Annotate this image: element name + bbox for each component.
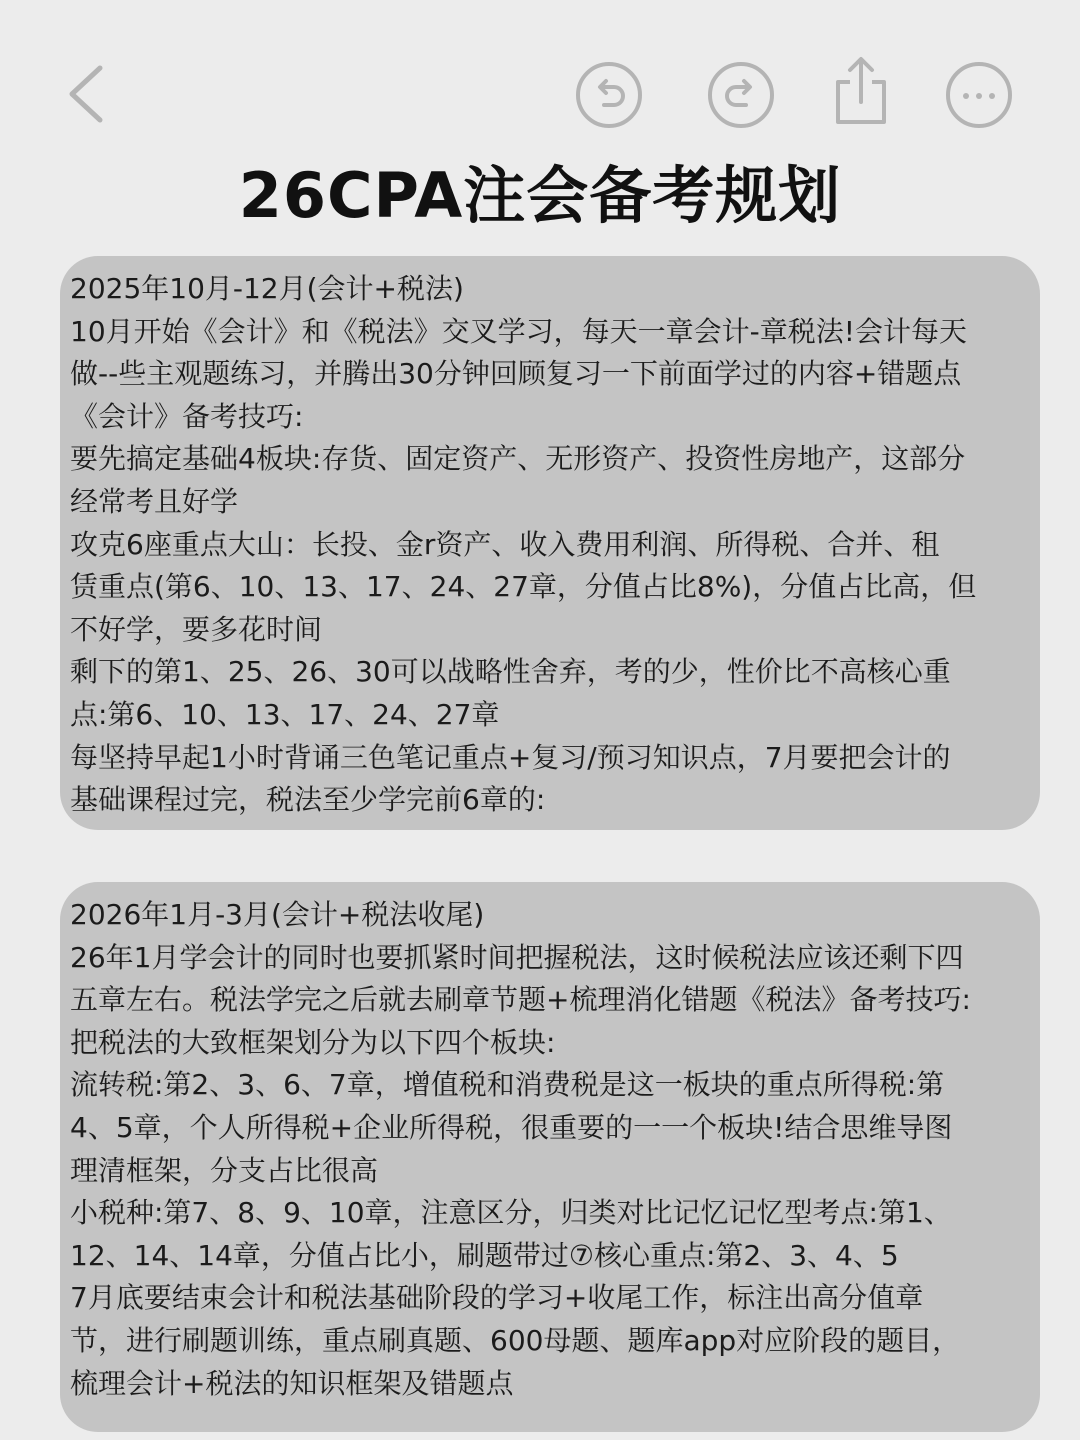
- card-text-line: 做--些主观题练习，并腾出30分钟回顾复习一下前面学过的内容+错题点: [70, 357, 962, 391]
- top-toolbar: [0, 0, 1080, 150]
- card-text-line: 剩下的第1、25、26、30可以战略性舍弃，考的少，性价比不高核心重: [70, 655, 951, 689]
- card-text-line: 经常考且好学: [70, 484, 239, 518]
- card-text-line: 10月开始《会计》和《税法》交叉学习，每天一章会计-章税法!会计每天: [70, 314, 967, 348]
- card-heading: 2025年10月-12月(会计+税法): [70, 272, 464, 305]
- plan-card-2026: [60, 882, 1040, 1432]
- card-text-line: 7月底要结束会计和税法基础阶段的学习+收尾工作，标注出高分值章: [70, 1281, 924, 1315]
- chevron-left-icon: [60, 60, 116, 128]
- card-text-line: 把税法的大致框架划分为以下四个板块:: [70, 1025, 556, 1059]
- card-text-line: 12、14、14章，分值占比小，刷题带过⑦核心重点:第2、3、4、5: [70, 1238, 899, 1272]
- card-heading: 2026年1月-3月(会计+税法收尾): [70, 898, 485, 931]
- more-icon: [944, 60, 1014, 130]
- back-button[interactable]: [60, 60, 116, 128]
- card-text-line: 基础课程过完，税法至少学完前6章的:: [70, 783, 546, 817]
- page-title: 26CPA注会备考规划: [238, 159, 842, 232]
- card-text-line: 节，进行刷题训练，重点刷真题、600母题、题库app对应阶段的题目，: [70, 1323, 961, 1357]
- undo-button[interactable]: [574, 60, 644, 130]
- card-text-line: 赁重点(第6、10、13、17、24、27章，分值占比8%)，分值占比高，但: [70, 570, 977, 604]
- share-icon: [828, 52, 894, 130]
- card-text-line: 26年1月学会计的同时也要抓紧时间把握税法，这时候税法应该还剩下四: [70, 940, 964, 974]
- undo-icon: [574, 60, 644, 130]
- card-text-line: 4、5章，个人所得税+企业所得税，很重要的一一个板块!结合思维导图: [70, 1110, 953, 1144]
- card-text-line: 《会计》备考技巧:: [70, 399, 304, 433]
- card-text-line: 要先搞定基础4板块:存货、固定资产、无形资产、投资性房地产，这部分: [70, 442, 966, 476]
- plan-card-2025: [60, 256, 1040, 830]
- card-text-line: 每坚持早起1小时背诵三色笔记重点+复习/预习知识点，7月要把会计的: [70, 740, 951, 774]
- card-text-line: 不好学，要多花时间: [70, 612, 323, 646]
- card-text-line: 流转税:第2、3、6、7章，增值税和消费税是这一板块的重点所得税:第: [70, 1068, 945, 1102]
- card-text-line: 理清框架，分支占比很高: [70, 1153, 379, 1187]
- redo-icon: [706, 60, 776, 130]
- share-button[interactable]: [828, 52, 894, 130]
- card-text-line: 梳理会计+税法的知识框架及错题点: [70, 1366, 514, 1400]
- more-button[interactable]: [944, 60, 1014, 130]
- card-text-line: 小税种:第7、8、9、10章，注意区分，归类对比记忆记忆型考点:第1、: [70, 1196, 952, 1230]
- card-text-line: 攻克6座重点大山：长投、金r资产、收入费用利润、所得税、合并、租: [70, 527, 940, 561]
- card-text-line: 点:第6、10、13、17、24、27章: [70, 697, 500, 731]
- card-text-line: 五章左右。税法学完之后就去刷章节题+梳理消化错题《税法》备考技巧:: [70, 983, 971, 1017]
- redo-button[interactable]: [706, 60, 776, 130]
